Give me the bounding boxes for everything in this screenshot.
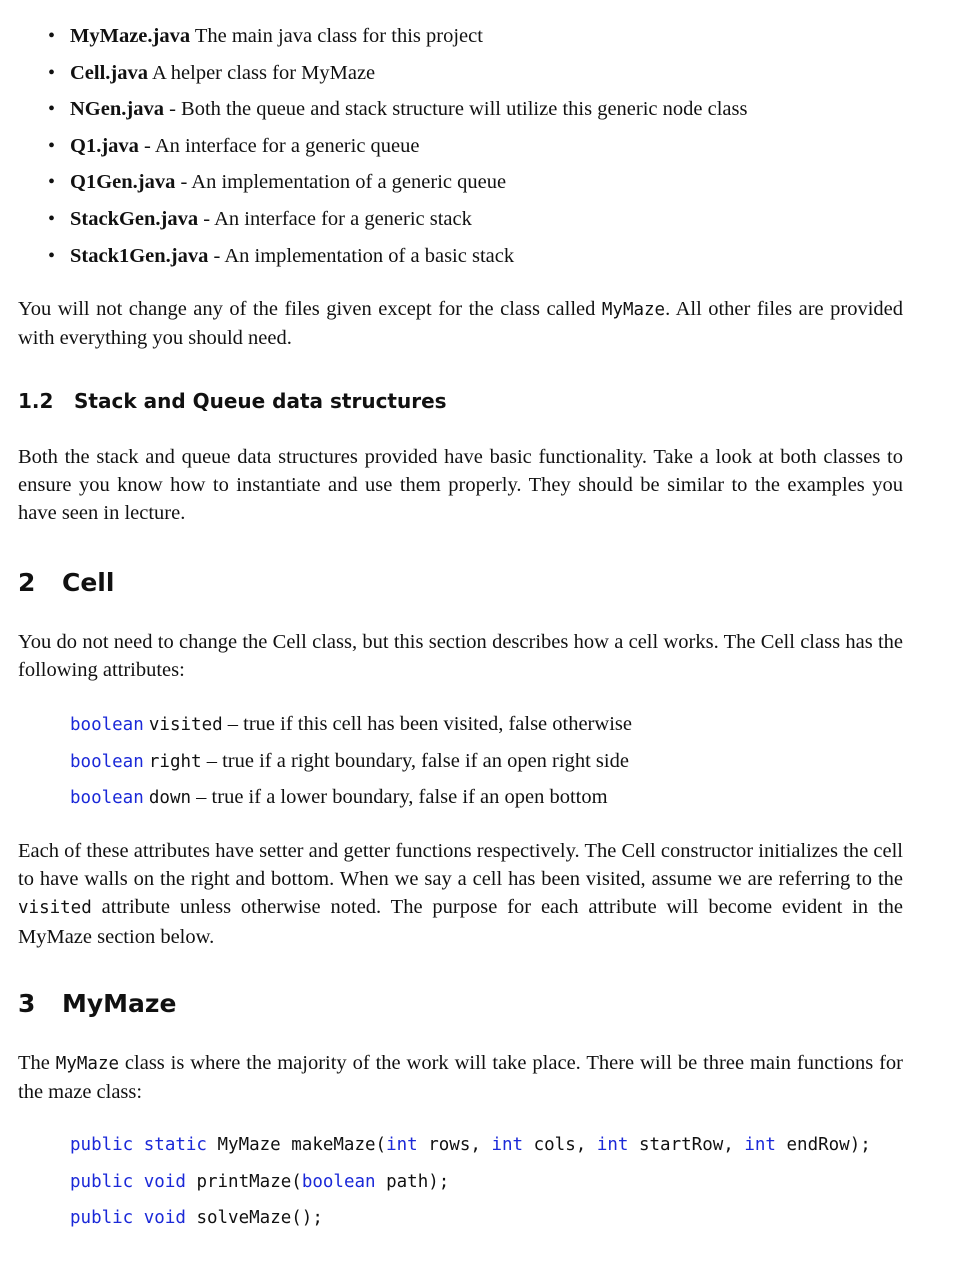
cell-attributes-paragraph: [18, 837, 903, 951]
subsection-number: 1.2: [18, 389, 54, 413]
inline-code: MyMaze: [55, 1054, 120, 1074]
section-title: Cell: [62, 568, 115, 597]
code-text: path);: [375, 1171, 450, 1192]
code-keyword: boolean: [301, 1171, 376, 1192]
stack-queue-paragraph: Both the stack and queue data structures provided have basic functionality. Take a look at both classes to ensure you know how to instantiate and use them properly. They should be similar to the examples you have seen in lecture.: [18, 446, 903, 525]
bullet-icon: •: [48, 61, 56, 84]
attribute-row: [70, 783, 900, 820]
code-keyword: int: [491, 1135, 524, 1155]
attribute-type: boolean: [70, 715, 144, 735]
code-keyword: int: [386, 1135, 418, 1155]
file-description: - An interface for a generic queue: [138, 134, 420, 157]
file-description: - Both the queue and stack structure will utilize this generic node class: [163, 98, 748, 121]
file-list: [48, 22, 908, 278]
code-text: cols,: [523, 1135, 597, 1155]
section-number: 3: [18, 989, 36, 1018]
list-item: [48, 168, 908, 205]
cell-text-1: Each of these attributes have setter and getter functions respectively. The Cell constructor initializes the cell to have walls on the right and bottom. When we say a cell has been visited, assume we are referring to the: [18, 840, 903, 891]
code-keyword: int: [596, 1135, 629, 1155]
intro-text-2: . All other files are provided with everything you should need.: [18, 298, 903, 350]
section-heading-cell: [18, 568, 114, 597]
file-description: The main java class for this project: [190, 25, 483, 47]
file-name: NGen.java: [70, 98, 164, 121]
code-line: [70, 1131, 920, 1168]
attribute-name: right: [148, 751, 202, 772]
inline-code: MyMaze: [601, 300, 666, 320]
attribute-description: – true if a lower boundary, false if an open bottom: [191, 786, 608, 809]
code-text: rows,: [417, 1135, 492, 1155]
code-text: printMaze(: [185, 1171, 302, 1192]
intro-text-1: You will not change any of the files given except for the class called: [18, 298, 602, 320]
code-keyword: public static: [70, 1135, 207, 1155]
attribute-row: [70, 710, 900, 747]
intro-paragraph: [18, 295, 903, 352]
code-text: startRow,: [628, 1135, 745, 1155]
file-name: Q1.java: [70, 134, 139, 157]
bullet-icon: •: [48, 207, 56, 230]
file-description: A helper class for MyMaze: [148, 61, 376, 84]
mymaze-text-2: class is where the majority of the work will take place. There will be three main functions for the maze class:: [18, 1052, 903, 1104]
file-name: Cell.java: [70, 61, 148, 84]
attribute-row: [70, 747, 900, 784]
bullet-icon: •: [48, 171, 56, 194]
section-number: 2: [18, 568, 36, 597]
section-heading-mymaze: [18, 989, 176, 1018]
section-title: MyMaze: [62, 989, 177, 1018]
list-item: [48, 22, 908, 59]
subsection-heading: [18, 389, 447, 413]
code-keyword: int: [744, 1135, 776, 1155]
attribute-name: down: [148, 788, 192, 809]
code-keyword: public void: [70, 1208, 186, 1229]
file-description: - An implementation of a basic stack: [208, 244, 515, 267]
cell-text-2: attribute unless otherwise noted. The purpose for each attribute will become evident in the MyMaze section below.: [18, 896, 903, 948]
bullet-icon: •: [48, 98, 56, 121]
file-description: - An interface for a generic stack: [198, 207, 472, 230]
file-name: Q1Gen.java: [70, 171, 176, 194]
list-item: [48, 132, 908, 169]
code-line: [70, 1168, 920, 1205]
code-text: solveMaze();: [185, 1208, 323, 1229]
code-line: [70, 1204, 920, 1241]
bullet-icon: •: [48, 244, 56, 267]
mymaze-text-1: The: [18, 1052, 56, 1074]
bullet-icon: •: [48, 25, 56, 47]
code-text: MyMaze makeMaze(: [206, 1135, 387, 1155]
attribute-list: [70, 710, 900, 820]
attribute-type: boolean: [70, 751, 144, 772]
file-name: MyMaze.java: [70, 25, 191, 47]
attribute-description: – true if a right boundary, false if an open right side: [201, 749, 629, 772]
code-block: [70, 1131, 920, 1241]
file-name: Stack1Gen.java: [70, 244, 209, 267]
subsection-title: Stack and Queue data structures: [74, 389, 447, 413]
mymaze-paragraph: [18, 1049, 903, 1106]
file-description: - An implementation of a generic queue: [175, 171, 507, 194]
inline-code: visited: [18, 898, 92, 919]
attribute-type: boolean: [70, 788, 144, 809]
list-item: [48, 242, 908, 279]
file-name: StackGen.java: [70, 207, 199, 230]
bullet-icon: •: [48, 134, 56, 157]
code-keyword: public void: [70, 1171, 186, 1192]
attribute-description: – true if this cell has been visited, false otherwise: [222, 713, 632, 735]
list-item: [48, 95, 908, 132]
code-text: endRow);: [775, 1135, 871, 1155]
list-item: [48, 205, 908, 242]
attribute-name: visited: [148, 715, 223, 735]
cell-paragraph: You do not need to change the Cell class, but this section describes how a cell works. The Cell class has the following attributes:: [18, 631, 903, 682]
list-item: [48, 59, 908, 96]
